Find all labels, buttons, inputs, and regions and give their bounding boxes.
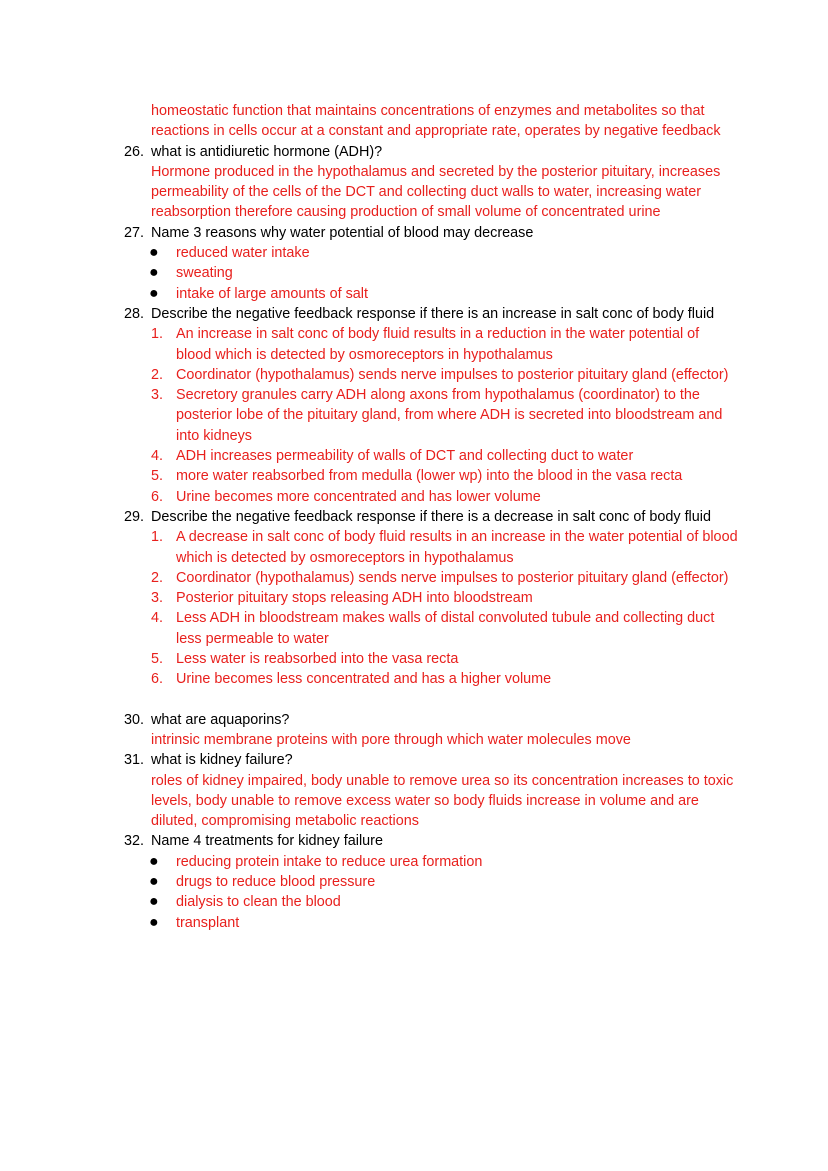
document-page [0,101,828,933]
bullet-icon: ● [149,852,159,870]
numbered-step: 3. Posterior pituitary stops releasing ADH into bloodstream [151,590,533,607]
question-text: Name 4 treatments for kidney failure [151,833,383,850]
question-text: what is kidney failure? [151,752,293,769]
list-item: ● sweating [0,263,828,283]
list-item: ● reducing protein intake to reduce urea formation [0,852,828,872]
list-item: ● transplant [0,913,828,933]
question-number: 30. [124,711,145,728]
question-text: what is antidiuretic hormone (ADH)? [151,143,383,160]
answer-text: homeostatic function that maintains concentrations of enzymes and metabolites so that reactions in cells occur at a constant and appropriate rate, operates by negative feedback [151,103,721,140]
answer-text: roles of kidney impaired, body unable to remove urea so its concentration increases to toxic levels, body unable to remove excess water so body fluids increase in volume and are diluted, compromising metabolic reactions [151,772,734,830]
question-32 [0,831,828,851]
numbered-step: 5. Less water is reabsorbed into the vasa recta [151,651,459,668]
question-text: Name 3 reasons why water potential of blood may decrease [151,224,534,241]
list-item: ● reduced water intake [0,243,828,263]
list-item: ● dialysis to clean the blood [0,892,828,912]
question-number: 28. [124,305,145,322]
blank-line [0,690,828,710]
answer-text: intrinsic membrane proteins with pore through which water molecules move [151,731,631,748]
question-number: 27. [124,224,145,241]
question-28 [0,304,828,324]
list-item: ● intake of large amounts of salt [0,284,828,304]
question-30 [0,710,828,730]
question-number: 32. [124,833,145,850]
question-26 [0,142,828,162]
numbered-step: 1. An increase in salt conc of body fluid results in a reduction in the water potential of blood which is detected by osmoreceptors in hypothalamus [151,326,700,363]
numbered-step: 6. Urine becomes more concentrated and has lower volume [151,488,541,505]
answer-text: Hormone produced in the hypothalamus and secreted by the posterior pituitary, increases permeability of the cells of the DCT and collecting duct walls to water, increasing water reabsorption therefore causing production of small volume of concentrated urine [151,163,721,221]
bullet-icon: ● [149,264,159,282]
bullet-icon: ● [149,893,159,911]
numbered-step: 6. Urine becomes less concentrated and has a higher volume [151,671,552,688]
numbered-step: 1. A decrease in salt conc of body fluid results in an increase in the water potential of blood which is detected by osmoreceptors in hypothalamus [151,529,738,566]
numbered-step: 5. more water reabsorbed from medulla (lower wp) into the blood in the vasa recta [151,468,683,485]
numbered-step: 2. Coordinator (hypothalamus) sends nerve impulses to posterior pituitary gland (effector) [151,569,729,586]
question-text: Describe the negative feedback response if there is an increase in salt conc of body fluid [151,305,715,322]
numbered-step: 4. Less ADH in bloodstream makes walls of distal convoluted tubule and collecting duct less permeable to water [151,610,715,647]
bullet-icon: ● [149,872,159,890]
bullet-icon: ● [149,244,159,262]
question-number: 26. [124,143,145,160]
question-27 [0,223,828,243]
bullet-icon: ● [149,913,159,931]
question-text: Describe the negative feedback response if there is a decrease in salt conc of body fluid [151,508,711,525]
question-number: 29. [124,508,145,525]
question-31 [0,750,828,770]
numbered-step: 3. Secretory granules carry ADH along axons from hypothalamus (coordinator) to the posterior lobe of the pituitary gland, from where ADH is secreted into bloodstream and into kidneys [151,387,723,444]
question-number: 31. [124,752,145,769]
question-29 [0,507,828,527]
question-text: what are aquaporins? [151,711,290,728]
list-item: ● drugs to reduce blood pressure [0,872,828,892]
numbered-step: 2. Coordinator (hypothalamus) sends nerve impulses to posterior pituitary gland (effector) [151,366,729,383]
numbered-step: 4. ADH increases permeability of walls of DCT and collecting duct to water [151,448,634,465]
bullet-icon: ● [149,284,159,302]
